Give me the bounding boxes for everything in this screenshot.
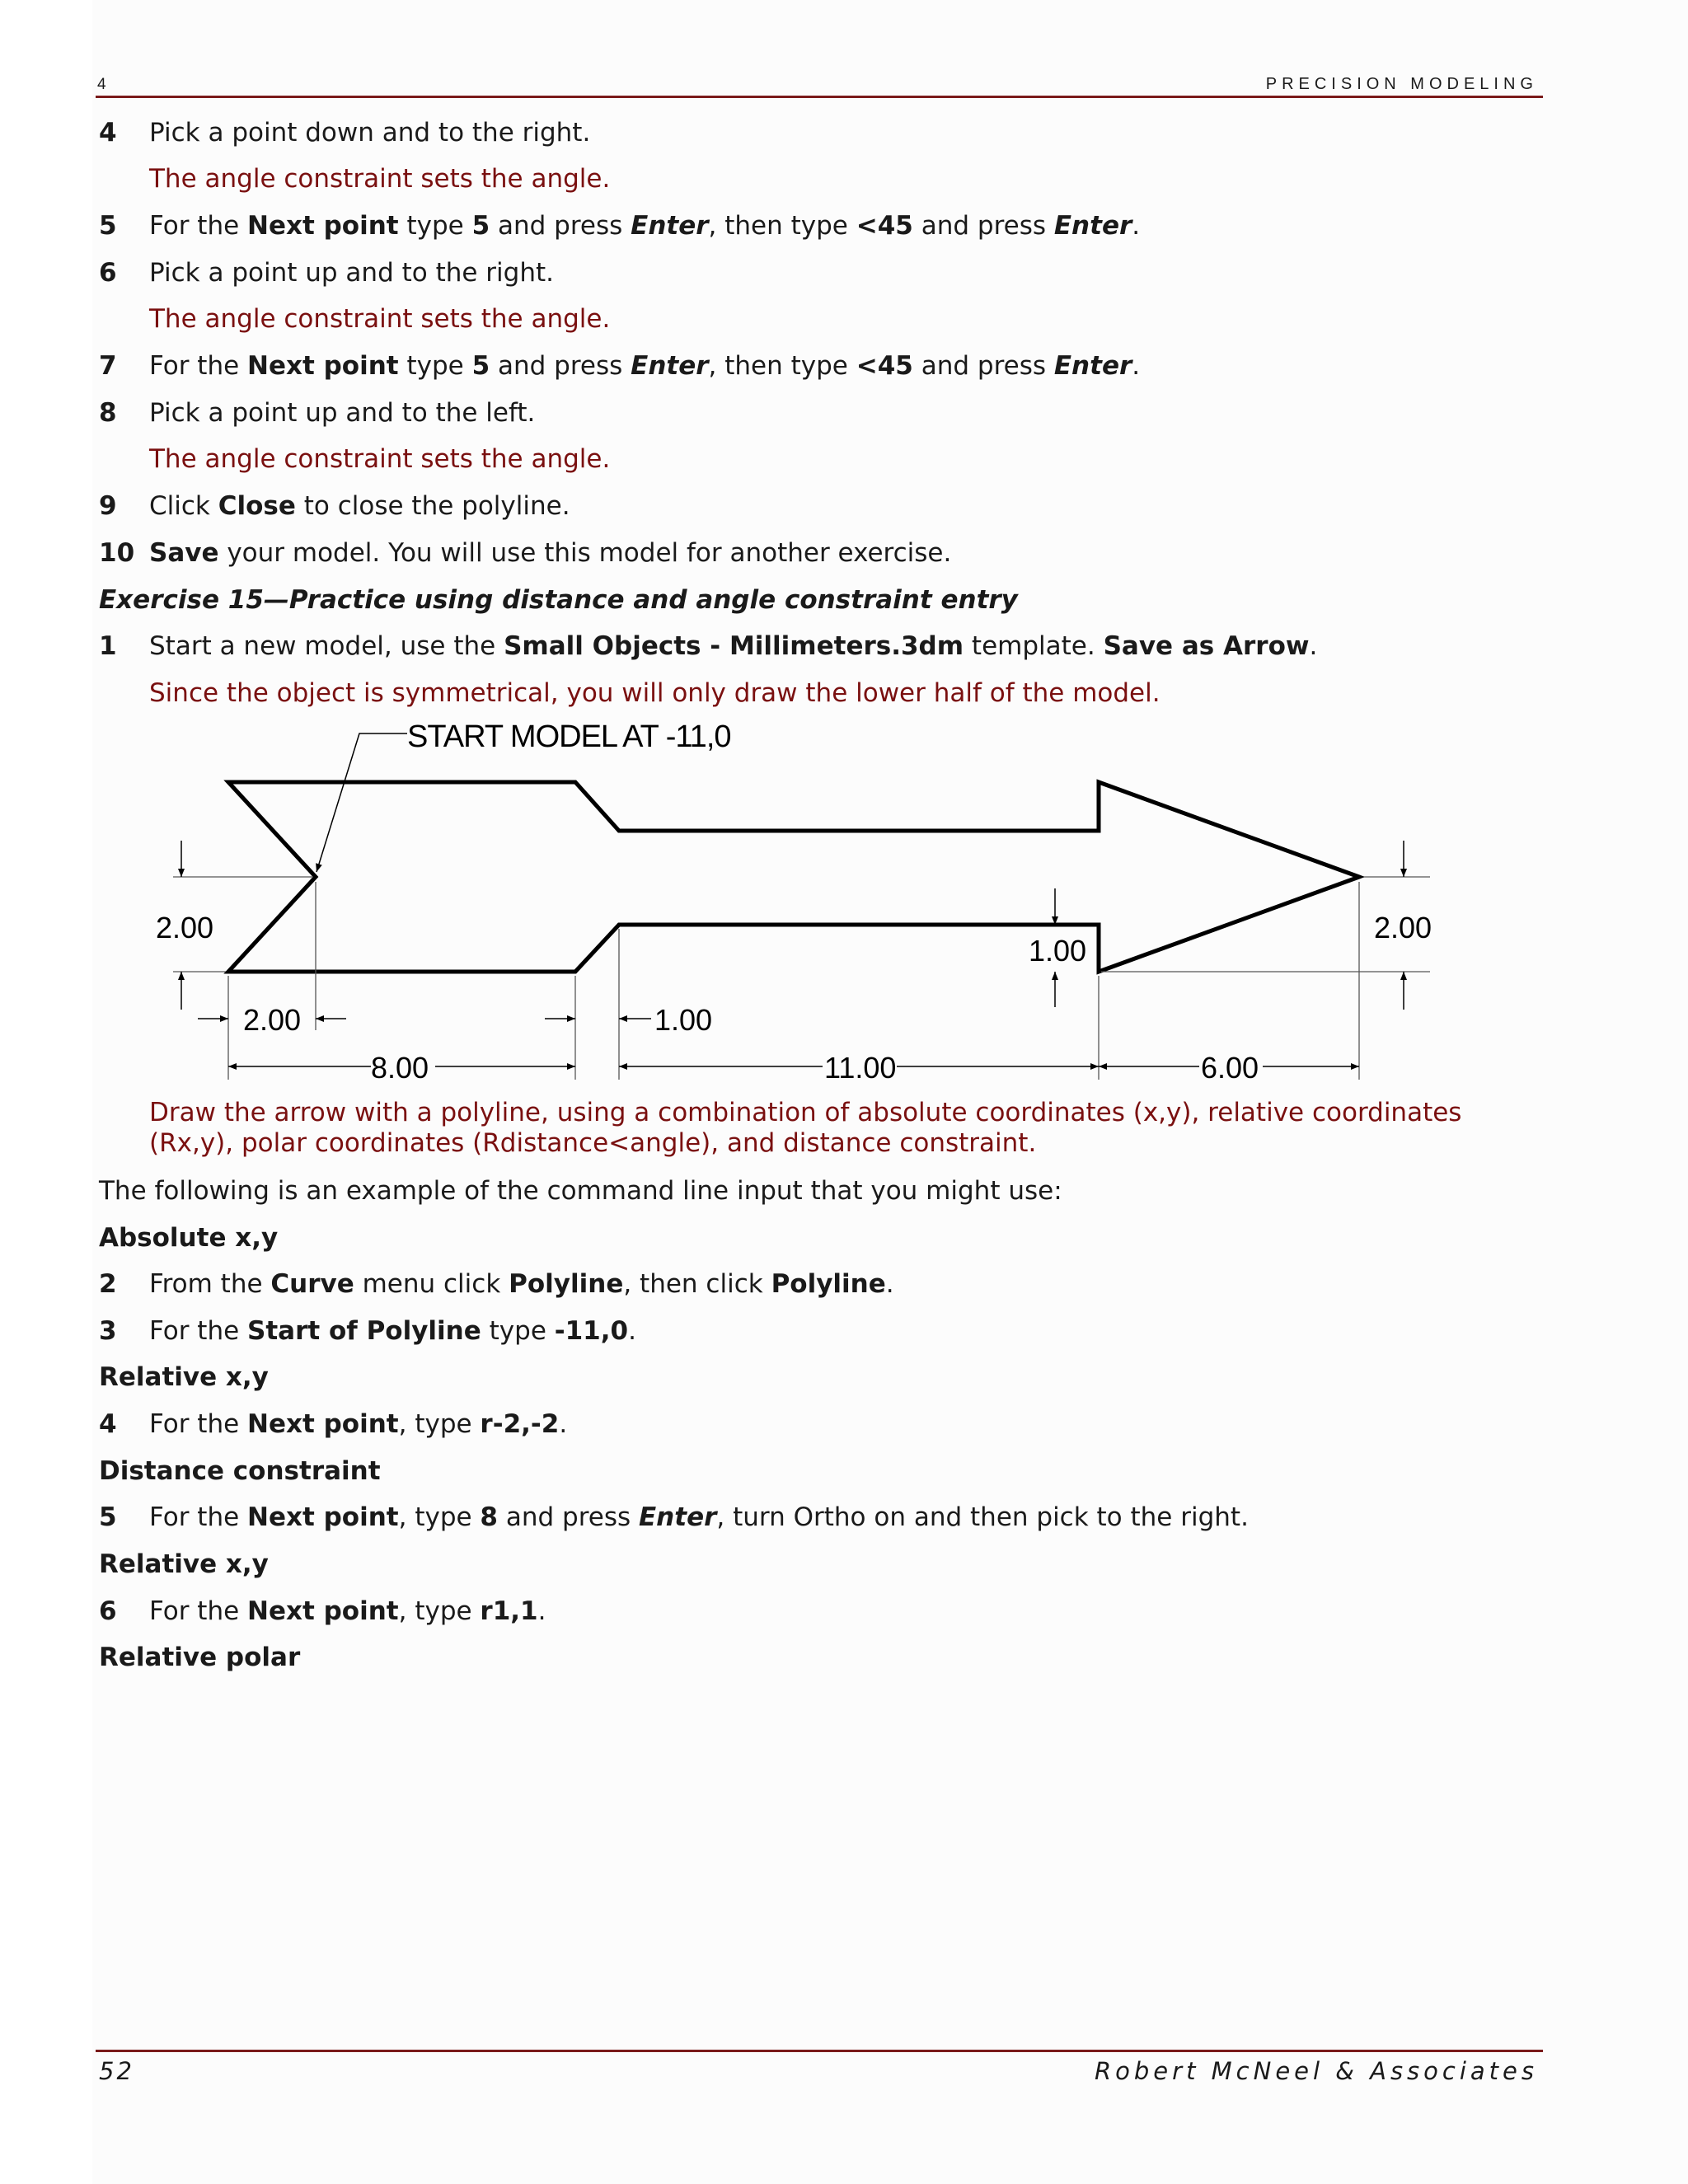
- step-number: 6: [99, 1596, 117, 1626]
- step-text: For the Next point type 5 and press Enter, then type <45 and press Enter.: [149, 211, 1141, 241]
- dim-tail-notch-label: 2.00: [243, 1003, 302, 1037]
- section-absolute: Absolute x,y: [99, 1223, 279, 1253]
- step-number: 6: [99, 258, 117, 288]
- dim-head-step-label: 1.00: [1029, 934, 1087, 968]
- dim-head-length-label: 6.00: [1201, 1051, 1259, 1085]
- extension-lines: [173, 877, 1430, 1080]
- dim-tail-length-label: 8.00: [371, 1051, 429, 1085]
- step-text: For the Next point, type 8 and press Enter, turn Ortho on and then pick to the right.: [149, 1502, 1249, 1532]
- step-number: 3: [99, 1316, 117, 1346]
- exercise-title: Exercise 15—Practice using distance and angle constraint entry: [99, 585, 1018, 615]
- header-rule: [96, 96, 1543, 98]
- step-text: For the Next point, type r1,1.: [149, 1596, 546, 1626]
- note-text: The angle constraint sets the angle.: [149, 164, 611, 194]
- note-text: The angle constraint sets the angle.: [149, 444, 611, 474]
- section-polar: Relative polar: [99, 1643, 301, 1672]
- header-page-number: 4: [97, 76, 106, 93]
- footer-rule: [96, 2050, 1543, 2052]
- step-number: 2: [99, 1269, 117, 1299]
- footer-page-number: 52: [99, 2057, 134, 2085]
- step-text: Save your model. You will use this model for another exercise.: [149, 538, 952, 568]
- step-number: 5: [99, 211, 117, 241]
- step-number: 4: [99, 1409, 117, 1439]
- arrow-diagram: [140, 717, 1451, 1088]
- note-text: Since the object is symmetrical, you will only draw the lower half of the model.: [149, 678, 1160, 708]
- step-text: For the Next point, type r-2,-2.: [149, 1409, 568, 1439]
- step-number: 9: [99, 491, 117, 521]
- note-text: Draw the arrow with a polyline, using a combination of absolute coordinates (x,y), relative coordinates: [149, 1098, 1462, 1127]
- arrow-outline: [228, 782, 1359, 972]
- step-text: Click Close to close the polyline.: [149, 491, 570, 521]
- dim-shaft-length-label: 11.00: [824, 1051, 897, 1085]
- step-text: From the Curve menu click Polyline, then click Polyline.: [149, 1269, 894, 1299]
- step-number: 10: [99, 538, 135, 568]
- step-number: 8: [99, 398, 117, 428]
- step-text: Start a new model, use the Small Objects - Millimeters.3dm template. Save as Arrow.: [149, 631, 1318, 661]
- dim-right-height-label: 2.00: [1374, 911, 1432, 944]
- section-relative-1: Relative x,y: [99, 1362, 269, 1392]
- step-number: 5: [99, 1502, 117, 1532]
- step-text: For the Next point type 5 and press Enter, then type <45 and press Enter.: [149, 351, 1141, 381]
- section-distance: Distance constraint: [99, 1456, 381, 1486]
- step-text: For the Start of Polyline type -11,0.: [149, 1316, 636, 1346]
- dim-left-height-label: 2.00: [156, 911, 214, 944]
- step-text: Pick a point up and to the left.: [149, 398, 536, 428]
- header-title: PRECISION MODELING: [1265, 75, 1538, 93]
- step-text: Pick a point down and to the right.: [149, 118, 591, 148]
- start-leader: [316, 733, 407, 872]
- note-text: The angle constraint sets the angle.: [149, 304, 611, 334]
- start-label: START MODEL AT -11,0: [407, 719, 731, 754]
- step-number: 7: [99, 351, 117, 381]
- section-relative-2: Relative x,y: [99, 1549, 269, 1579]
- footer-publisher: Robert McNeel & Associates: [1095, 2057, 1538, 2085]
- dim-shaft-step-label: 1.00: [654, 1003, 713, 1037]
- step-text: Pick a point up and to the right.: [149, 258, 554, 288]
- intro-text: The following is an example of the command line input that you might use:: [99, 1176, 1062, 1206]
- step-number: 4: [99, 118, 117, 148]
- step-number: 1: [99, 631, 117, 661]
- note-text: (Rx,y), polar coordinates (Rdistance<angle), and distance constraint.: [149, 1128, 1037, 1158]
